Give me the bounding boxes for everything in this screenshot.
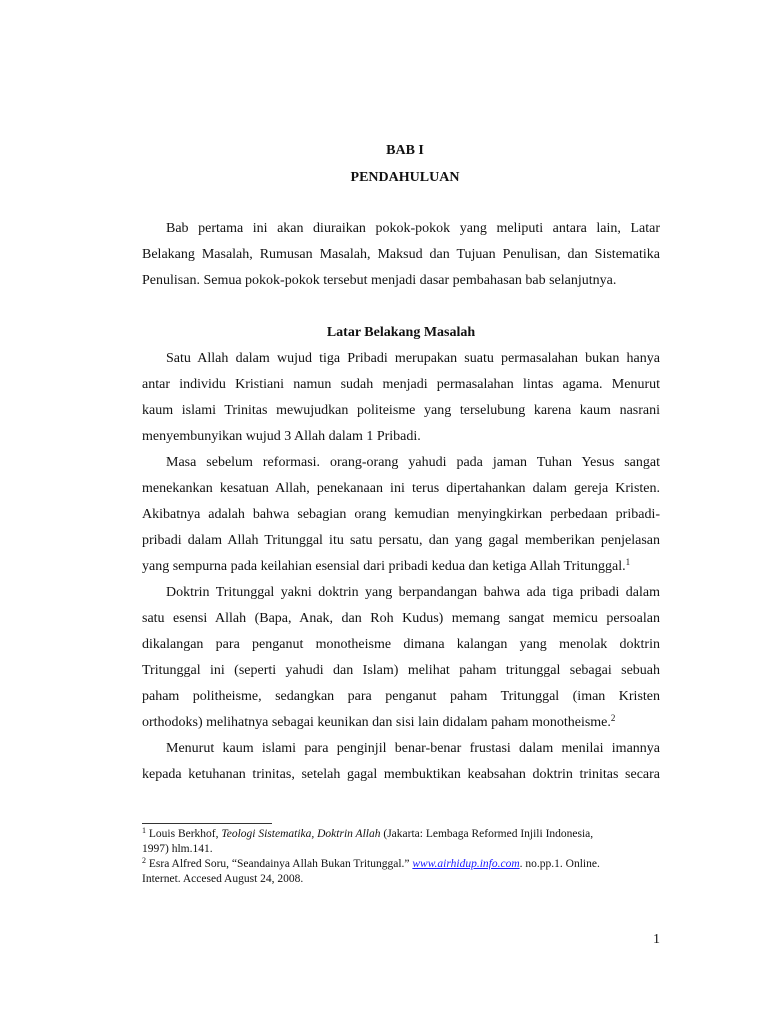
footnote-ref[interactable]: 2 [610,713,616,723]
paragraph-line: Akibatnya adalah bahwa sebagian orang kemudian menyingkirkan perbedaan pribadi- [142,507,660,522]
page-number: 1 [653,932,660,947]
paragraph-line: menyembunyikan wujud 3 Allah dalam 1 Pribadi. [142,429,421,444]
footnote-text: (Jakarta: Lembaga Reformed Injili Indonesia, [380,828,594,840]
footnote-1 [142,827,660,842]
paragraph-line: antar individu Kristiani namun sudah menjadi permasalahan lintas agama. Menurut [142,377,660,392]
paragraph-line: kepada ketuhanan trinitas, setelah gagal membuktikan keabsahan doktrin trinitas secara [142,767,660,782]
paragraph-text: yang sempurna pada keilahian esensial dari pribadi kedua dan ketiga Allah Tritunggal. [142,559,626,574]
paragraph-line: pribadi dalam Allah Tritunggal itu satu persatu, dan yang gagal memberikan penjelasan [142,533,660,548]
paragraph-line: satu esensi Allah (Bapa, Anak, dan Roh Kudus) memang sangat memicu persoalan [142,611,660,626]
paragraph-line: Tritunggal ini (seperti yahudi dan Islam) melihat paham tritunggal sebagai sebuah [142,663,660,678]
paragraph-text: orthodoks) melihatnya sebagai keunikan dan sisi lain didalam paham monotheisme. [142,715,611,730]
paragraph-line [142,715,660,731]
footnote-number: 2 [142,856,146,865]
chapter-number: BAB I [386,143,424,158]
intro-line: Penulisan. Semua pokok-pokok tersebut menjadi dasar pembahasan bab selanjutnya. [142,273,617,288]
section-heading: Latar Belakang Masalah [326,325,476,340]
footnote-text: Esra Alfred Soru, “Seandainya Allah Bukan Tritunggal.” [146,858,413,870]
footnote-link[interactable]: www.airhidup.info.com [412,858,520,870]
paragraph-line: kaum islami Trinitas mewujudkan politeisme yang terselubung karena kaum nasrani [142,403,660,418]
footnote-2-cont: Internet. Accesed August 24, 2008. [142,873,304,885]
footnote-1-cont: 1997) hlm.141. [142,843,213,855]
footnote-text: . no.pp.1. Online. [519,858,600,870]
intro-line: Bab pertama ini akan diuraikan pokok-pokok yang meliputi antara lain, Latar [166,221,660,236]
footnote-text: Louis Berkhof, [146,828,222,840]
paragraph-line: Satu Allah dalam wujud tiga Pribadi merupakan suatu permasalahan bukan hanya [166,351,660,366]
paragraph-line: Menurut kaum islami para penginjil benar-benar frustasi dalam menilai imannya [166,741,660,756]
paragraph-line [142,559,660,575]
footnote-2 [142,857,660,872]
paragraph-line: menekankan kesatuan Allah, penekanaan ini terus dipertahankan dalam gereja Kristen. [142,481,660,496]
intro-line: Belakang Masalah, Rumusan Masalah, Maksud dan Tujuan Penulisan, dan Sistematika [142,247,660,262]
paragraph-line: Masa sebelum reformasi. orang-orang yahudi pada jaman Tuhan Yesus sangat [166,455,660,470]
footnote-number: 1 [142,826,146,835]
paragraph-line: paham politheisme, sedangkan para penganut paham Tritunggal (iman Kristen [142,689,660,704]
paragraph-line: dikalangan para penganut monotheisme dimana kalangan yang menolak doktrin [142,637,660,652]
footnote-ref[interactable]: 1 [625,557,631,567]
chapter-title: PENDAHULUAN [350,170,460,185]
footnote-separator [142,823,272,824]
paragraph-line: Doktrin Tritunggal yakni doktrin yang berpandangan bahwa ada tiga pribadi dalam [166,585,660,600]
footnote-book-title: Teologi Sistematika, Doktrin Allah [221,828,381,840]
